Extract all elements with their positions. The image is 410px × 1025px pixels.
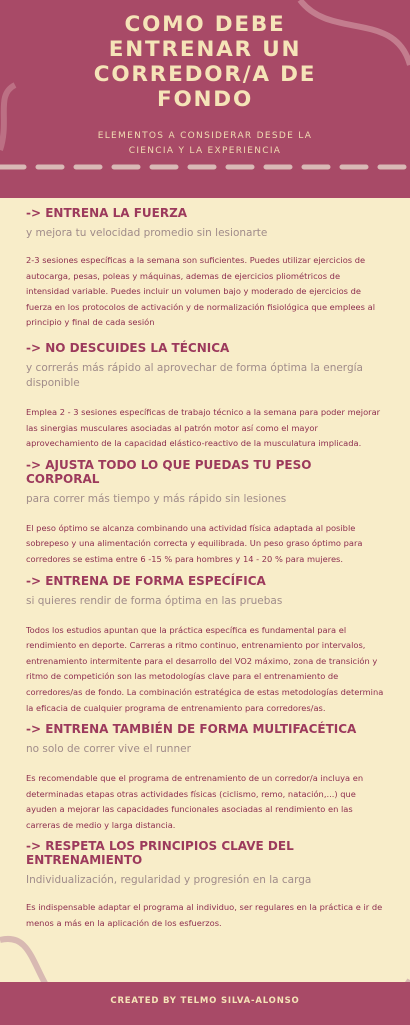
title-line-1: COMO DEBE [124, 12, 286, 37]
dashed-divider [0, 162, 410, 172]
section-title: -> ENTRENA LA FUERZA [26, 206, 188, 220]
section-subtitle: y correrás más rápido al aprovechar de forma óptima la energía disponible [26, 361, 363, 389]
section-subtitle: no solo de correr vive el runner [26, 743, 191, 756]
section-title: -> ENTRENA TAMBIÉN DE FORMA MULTIFACÉTICA [26, 722, 357, 737]
page-title [0, 12, 410, 112]
title-line-3: CORREDOR/A DE [93, 62, 317, 87]
section-especifica [26, 574, 386, 717]
section-subtitle: Individualización, regularidad y progresión en la carga [26, 874, 312, 887]
header-banner [0, 0, 410, 198]
title-line-4: FONDO [156, 87, 254, 112]
section-subtitle: para correr más tiempo y más rápido sin lesiones [26, 492, 287, 505]
section-tecnica [26, 341, 386, 452]
section-title: -> ENTRENA DE FORMA ESPECÍFICA [26, 573, 266, 588]
section-principios [26, 839, 386, 931]
section-title: -> NO DESCUIDES LA TÉCNICA [26, 340, 230, 355]
content-area [26, 206, 386, 932]
section-body: Es recomendable que el programa de entrenamiento de un corredor/a incluya en determinadas etapas otras actividades físicas (ciclismo, remo, natación,...) que ayuden a mejorar las capacidades funcionales asociadas al rendimiento en las carreras de medio y larga distancia. [26, 773, 364, 830]
section-fuerza [26, 206, 386, 331]
section-body: Es indispensable adaptar el programa al individuo, ser regulares en la práctica e ir de menos a más en la aplicación de los esfuerzos. [26, 902, 383, 929]
section-multifacetica [26, 722, 386, 833]
section-peso [26, 458, 386, 568]
section-body: El peso óptimo se alcanza combinando una actividad física adaptada al posible sobrepeso y una alimentación correcta y equilibrada. Un peso graso óptimo para corredores se estima entre 6 -15 % para hombres y 14 - 20 % para mujeres. [26, 522, 363, 564]
section-body: Emplea 2 - 3 sesiones específicas de trabajo técnico a la semana para poder mejorar las sinergias musculares asociadas al patrón motor así como el mayor aprovechamiento de la capacidad elástico-reactivo de la musculatura implicada. [26, 406, 381, 449]
footer-credit: CREATED BY TELMO SILVA-ALONSO [110, 996, 300, 1006]
subtitle-line-1: ELEMENTOS A CONSIDERAR DESDE LA [97, 131, 313, 141]
footer-banner [0, 982, 410, 1025]
section-subtitle: si quieres rendir de forma óptima en las pruebas [26, 594, 283, 607]
section-body: 2-3 sesiones específicas a la semana son suficientes. Puedes utilizar ejercicios de autocarga, pesas, poleas y máquinas, ademas de ejercicios pliométricos de intensidad variable. Puedes incluir un volumen bajo y moderado de ejercicios de fuerza en los protocolos de activación y de normalización fisiológica que emplees al principio y final de cada sesión [26, 255, 375, 328]
title-line-2: ENTRENAR UN [108, 37, 302, 62]
section-title: -> AJUSTA TODO LO QUE PUEDAS TU PESO CORPORAL [26, 457, 312, 486]
section-subtitle: y mejora tu velocidad promedio sin lesionarte [26, 227, 268, 239]
section-body: Todos los estudios apuntan que la práctica específica es fundamental para el rendimiento en deporte. Carreras a ritmo continuo, entrenamiento por intervalos, entrenamiento intermitente para el desarrollo del VO2 máximo, zona de transición y ritmo de competición son las metodologías clave para el entrenamiento de corredores/as de fondo. La combinación estratégica de estas metodologías determina la eficacia de cualquier programa de entrenamiento para corredores/as. [26, 624, 384, 713]
subtitle-line-2: CIENCIA Y LA EXPERIENCIA [128, 146, 282, 156]
page-subtitle [40, 129, 370, 159]
section-title: -> RESPETA LOS PRINCIPIOS CLAVE DEL ENTRENAMIENTO [26, 839, 294, 868]
